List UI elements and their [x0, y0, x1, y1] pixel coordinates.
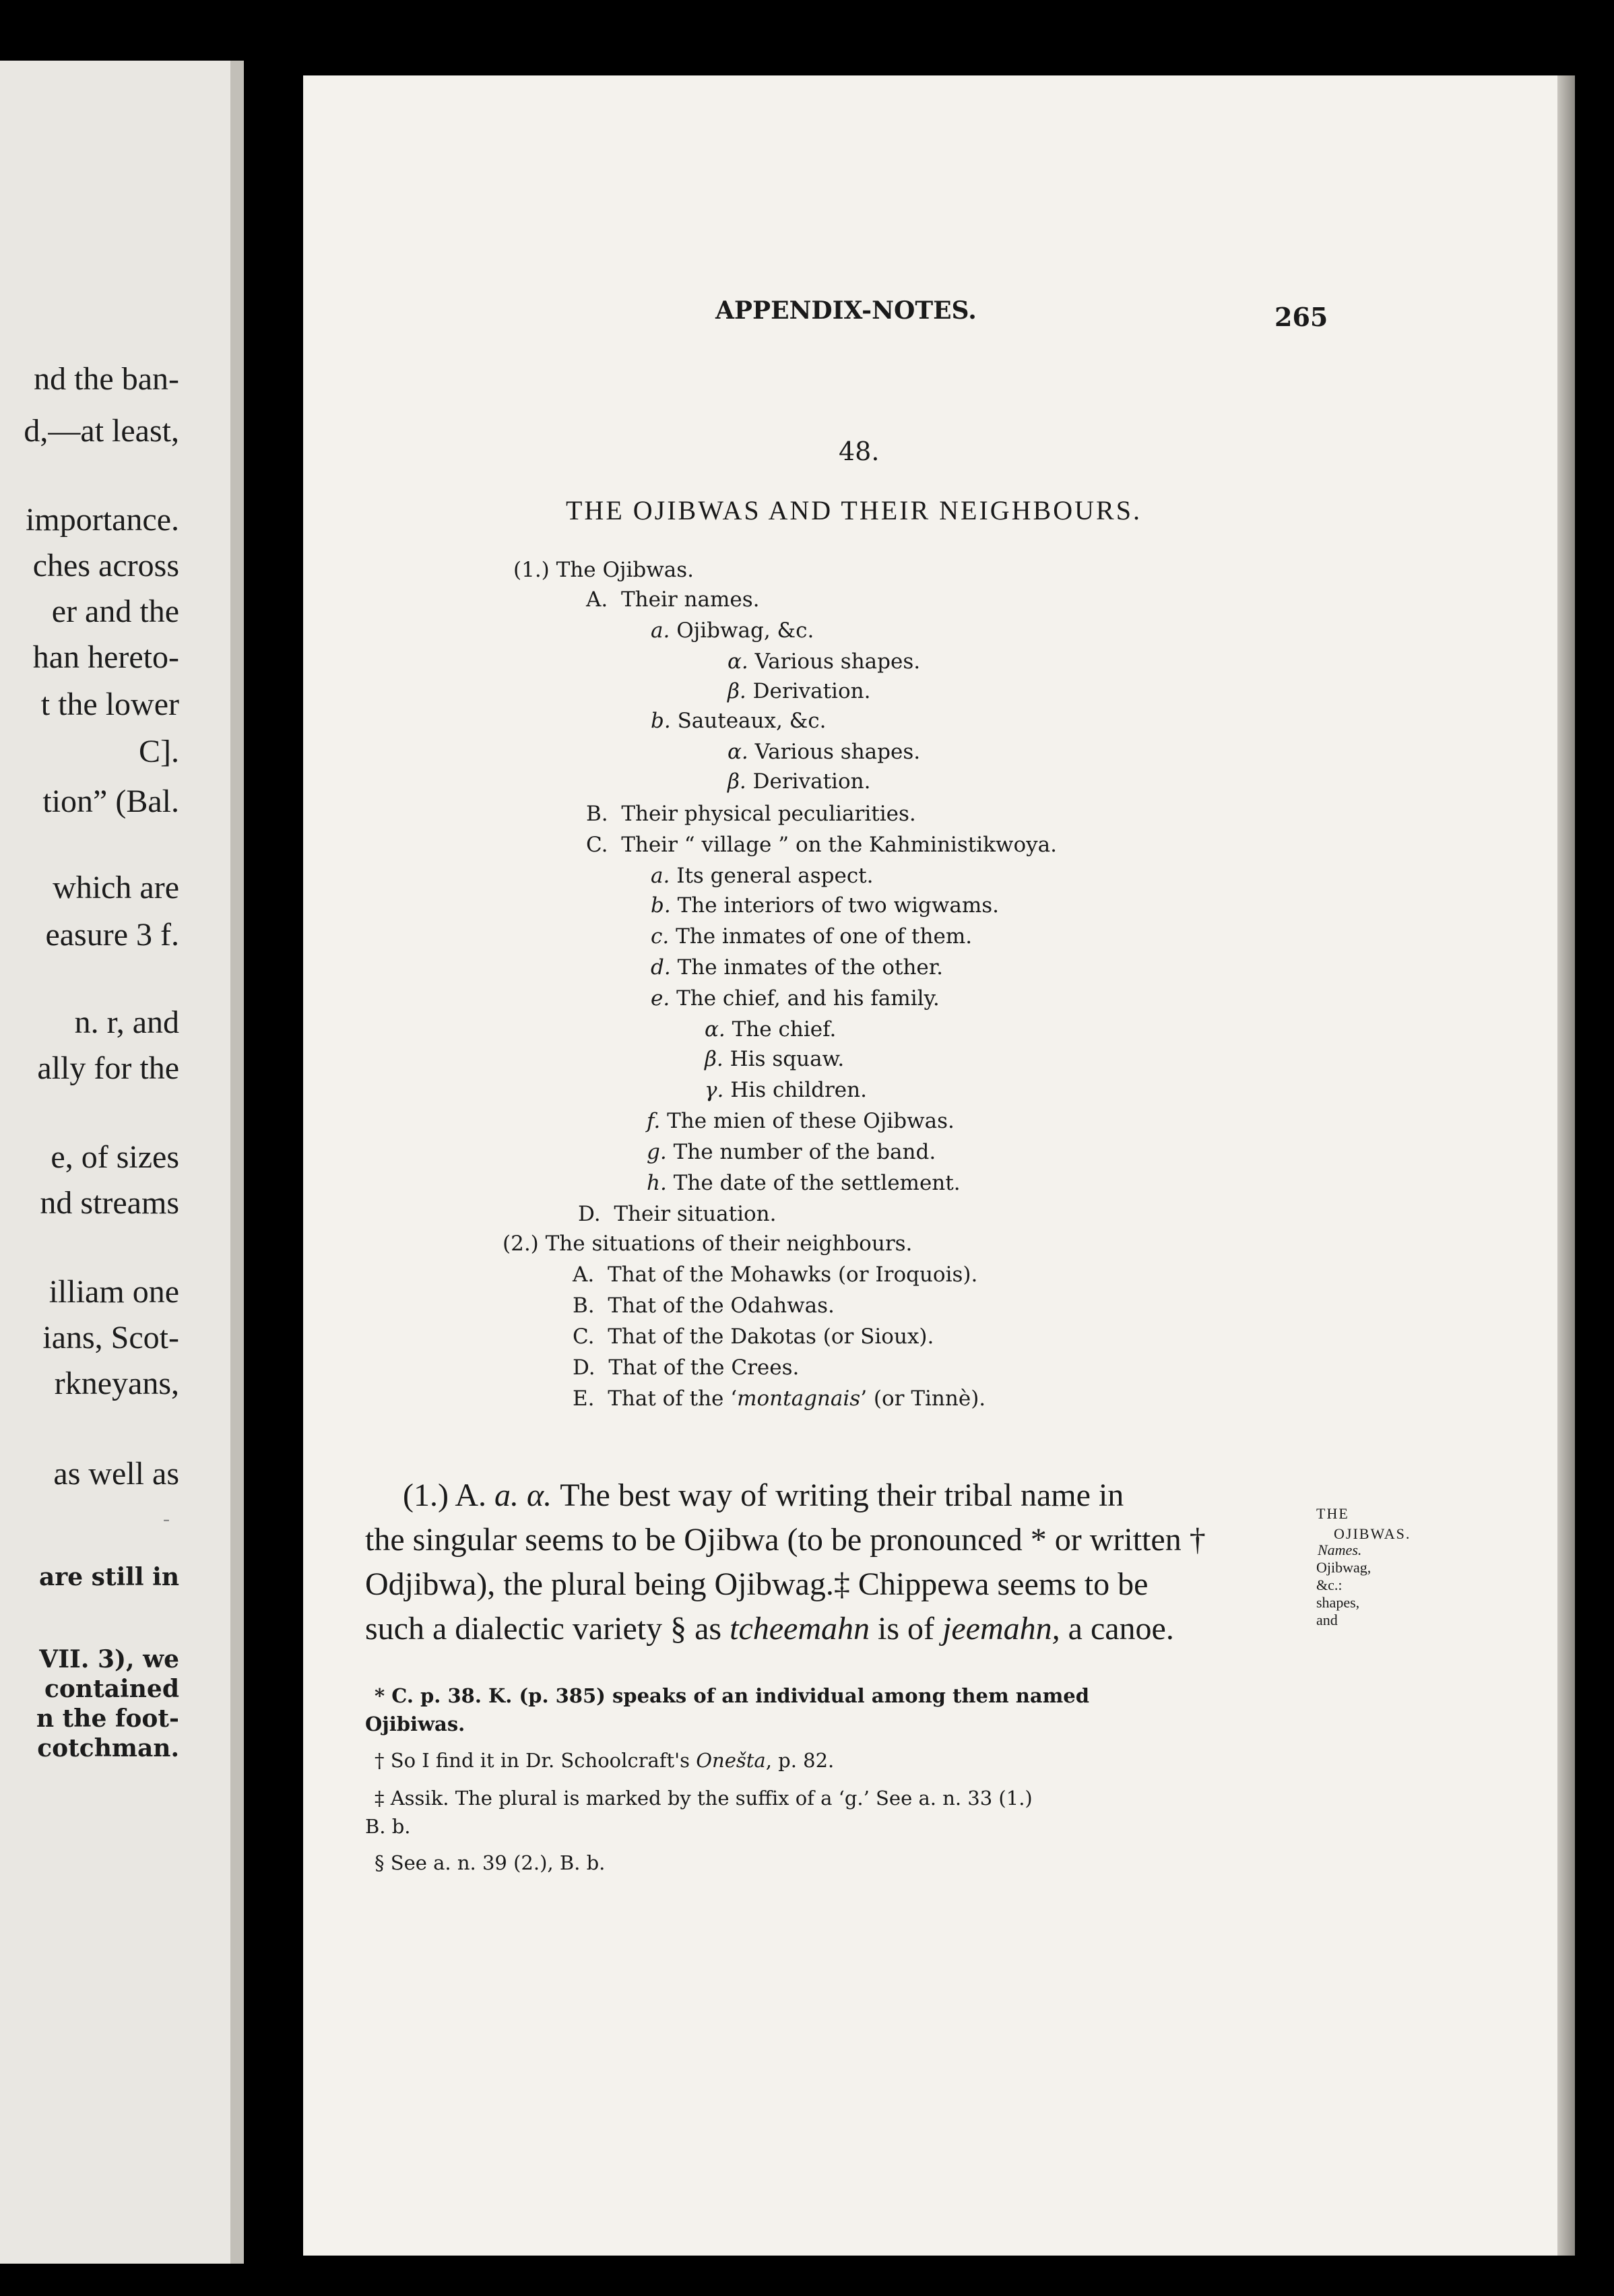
text-span: B.	[573, 1294, 595, 1318]
text-span: a. α.	[494, 1477, 552, 1513]
text-span: D.	[573, 1356, 595, 1380]
text-span: b.	[651, 893, 671, 918]
footnote-line: § See a. n. 39 (2.), B. b.	[375, 1851, 606, 1874]
right-page	[303, 75, 1575, 2256]
text-span: c.	[651, 924, 670, 949]
body-line: Odjibwa), the plural being Ojibwag.‡ Chippewa seems to be	[365, 1566, 1149, 1602]
left-line: ally for the	[37, 1050, 179, 1086]
text-span: α.	[728, 740, 748, 764]
outline-item	[647, 1109, 955, 1133]
outline-item	[705, 1017, 836, 1042]
text-span: such a dialectic variety § as	[365, 1611, 730, 1647]
text-span: The chief, and his family.	[676, 986, 940, 1011]
text-span: That of the Odahwas.	[608, 1294, 835, 1318]
outline-item	[573, 1325, 934, 1349]
left-line: e, of sizes	[51, 1139, 179, 1175]
text-span: is of	[870, 1611, 943, 1647]
text-span: That of the ‘	[608, 1386, 738, 1411]
text-span: g.	[647, 1140, 667, 1164]
left-line: han hereto-	[32, 639, 179, 675]
text-span: The chief.	[732, 1017, 837, 1042]
sidenote-line: &c.:	[1316, 1576, 1343, 1593]
outline-item	[651, 893, 999, 918]
text-span: β.	[705, 1047, 723, 1071]
outline-item	[728, 740, 920, 764]
outline-item	[651, 986, 940, 1011]
sidenote-line: shapes,	[1316, 1594, 1360, 1611]
text-span: Sauteaux, &c.	[677, 709, 827, 733]
outline-item	[513, 558, 694, 582]
text-span: Their situation.	[614, 1202, 777, 1226]
text-span: tcheemahn	[730, 1611, 870, 1647]
text-span: B.	[586, 802, 608, 826]
left-line: er and the	[51, 594, 179, 629]
footnote-line: B. b.	[365, 1815, 411, 1838]
text-span: His squaw.	[730, 1047, 845, 1071]
text-span: β.	[728, 769, 746, 794]
left-line: ians, Scot-	[42, 1320, 179, 1356]
footnote-line: ‡ Assik. The plural is marked by the suffix of a ‘g.’ See a. n. 33 (1.)	[375, 1787, 1033, 1810]
text-span: The mien of these Ojibwas.	[667, 1109, 955, 1133]
text-span: Its general aspect.	[676, 864, 874, 888]
left-line: t the lower	[40, 687, 179, 722]
outline-item	[651, 618, 814, 643]
left-line: C].	[139, 734, 179, 769]
outline-item	[578, 1202, 777, 1226]
outline-item	[647, 1171, 961, 1195]
footnote-line	[375, 1749, 834, 1772]
left-line: d,—at least,	[24, 413, 179, 449]
sidenote-line: Ojibwag,	[1316, 1559, 1371, 1576]
left-line: illiam one	[49, 1274, 179, 1310]
text-span: Their physical peculiarities.	[621, 802, 916, 826]
body-line	[365, 1610, 1174, 1647]
left-line: rkneyans,	[54, 1366, 179, 1401]
left-line: nd the ban-	[34, 361, 179, 397]
text-span: That of the Dakotas (or Sioux).	[608, 1325, 934, 1349]
footnote-line: * C. p. 38. K. (p. 385) speaks of an individual among them named	[375, 1684, 1090, 1707]
text-span: e.	[651, 986, 670, 1011]
text-span: A.	[586, 587, 608, 612]
outline-item	[586, 587, 760, 612]
outline-item	[651, 864, 874, 888]
text-span: Their names.	[620, 587, 760, 612]
section-number: 48.	[839, 437, 880, 466]
outline-item	[573, 1263, 977, 1287]
text-span: f.	[647, 1109, 661, 1133]
text-span: h.	[647, 1171, 667, 1195]
text-span: The situations of their neighbours.	[545, 1232, 913, 1256]
text-span: d.	[651, 955, 671, 980]
text-span: ’ (or Tinnè).	[860, 1386, 986, 1411]
text-span: a.	[651, 618, 670, 643]
text-span: The interiors of two wigwams.	[677, 893, 1000, 918]
left-line: ches across	[32, 548, 179, 583]
text-span: γ.	[705, 1078, 724, 1102]
outline-item	[705, 1047, 844, 1071]
text-span: b.	[651, 709, 671, 733]
left-line: are still in	[38, 1563, 179, 1591]
left-line: nd streams	[40, 1185, 179, 1221]
outline-item	[651, 924, 972, 949]
text-span: Derivation.	[752, 679, 871, 703]
text-span: α.	[728, 649, 748, 674]
text-span: D.	[578, 1202, 601, 1226]
text-span: α.	[705, 1017, 725, 1042]
section-title: THE OJIBWAS AND THEIR NEIGHBOURS.	[566, 495, 1142, 525]
text-span: E.	[573, 1386, 595, 1411]
text-span: The date of the settlement.	[673, 1171, 961, 1195]
text-span: (1.) A.	[403, 1477, 494, 1513]
text-span: Their “ village ” on the Kahministikwoya.	[621, 833, 1057, 857]
left-line: which are	[53, 870, 179, 905]
text-span: The Ojibwas.	[556, 558, 695, 582]
text-span: The inmates of one of them.	[676, 924, 973, 949]
text-span: C.	[586, 833, 608, 857]
text-span: † So I find it in Dr. Schoolcraft's	[375, 1749, 697, 1772]
outline-item	[728, 679, 870, 703]
outline-item	[647, 1140, 936, 1164]
outline-item	[728, 769, 870, 794]
text-span: Derivation.	[752, 769, 871, 794]
text-span: That of the Mohawks (or Iroquois).	[607, 1263, 978, 1287]
text-span: jeemahn,	[942, 1611, 1060, 1647]
text-span: Onešta	[696, 1749, 766, 1772]
running-header: APPENDIX-NOTES.	[715, 296, 977, 325]
left-page	[0, 61, 244, 2264]
outline-item	[705, 1078, 867, 1102]
text-span: Ojibwag, &c.	[676, 618, 814, 643]
outline-item	[586, 833, 1057, 857]
left-line: VII. 3), we	[39, 1645, 179, 1673]
text-span: Various shapes.	[754, 740, 921, 764]
left-line: easure 3 f.	[45, 917, 179, 953]
text-span: His children.	[730, 1078, 867, 1102]
sidenote-line: THE	[1316, 1505, 1349, 1522]
text-span: The number of the band.	[673, 1140, 936, 1164]
book-gutter	[244, 0, 303, 2296]
left-line: importance.	[26, 502, 179, 538]
text-span: (2.)	[503, 1232, 539, 1256]
text-span: β.	[728, 679, 746, 703]
outline-item	[586, 802, 916, 826]
text-span: That of the Crees.	[608, 1356, 800, 1380]
outline-item	[573, 1386, 986, 1411]
sidenote-line: OJIBWAS.	[1334, 1525, 1411, 1542]
left-line: n. r, and	[74, 1004, 179, 1040]
left-line: -	[163, 1508, 170, 1530]
sidenote-line	[1318, 1541, 1361, 1559]
outline-item	[728, 649, 920, 674]
text-span: C.	[573, 1325, 595, 1349]
text-span: a.	[651, 864, 670, 888]
body-line: the singular seems to be Ojibwa (to be pronounced * or written †	[365, 1522, 1206, 1558]
outline-item	[651, 709, 827, 733]
outline-item	[573, 1294, 835, 1318]
text-span: Names.	[1318, 1541, 1362, 1558]
text-span: The inmates of the other.	[677, 955, 944, 980]
text-span: Various shapes.	[754, 649, 921, 674]
text-span: montagnais	[737, 1386, 861, 1411]
outline-item	[651, 955, 943, 980]
outline-item	[503, 1232, 912, 1256]
text-span: , p. 82.	[765, 1749, 835, 1772]
left-line: tion” (Bal.	[42, 784, 179, 819]
text-span: (1.)	[513, 558, 550, 582]
left-line: contained	[44, 1675, 179, 1703]
outline-item	[573, 1356, 799, 1380]
body-line	[403, 1477, 1124, 1514]
footnote-line: Ojibiwas.	[365, 1713, 465, 1735]
sidenote-line: and	[1316, 1612, 1338, 1628]
text-span: a canoe.	[1060, 1611, 1174, 1647]
page-edge	[1557, 75, 1575, 2256]
left-line: as well as	[53, 1456, 179, 1492]
left-line: n the foot-	[36, 1704, 179, 1733]
page-number: 265	[1274, 302, 1328, 332]
text-span: The best way of writing their tribal name in	[552, 1477, 1124, 1513]
text-span: A.	[573, 1263, 595, 1287]
left-line: cotchman.	[37, 1734, 179, 1762]
